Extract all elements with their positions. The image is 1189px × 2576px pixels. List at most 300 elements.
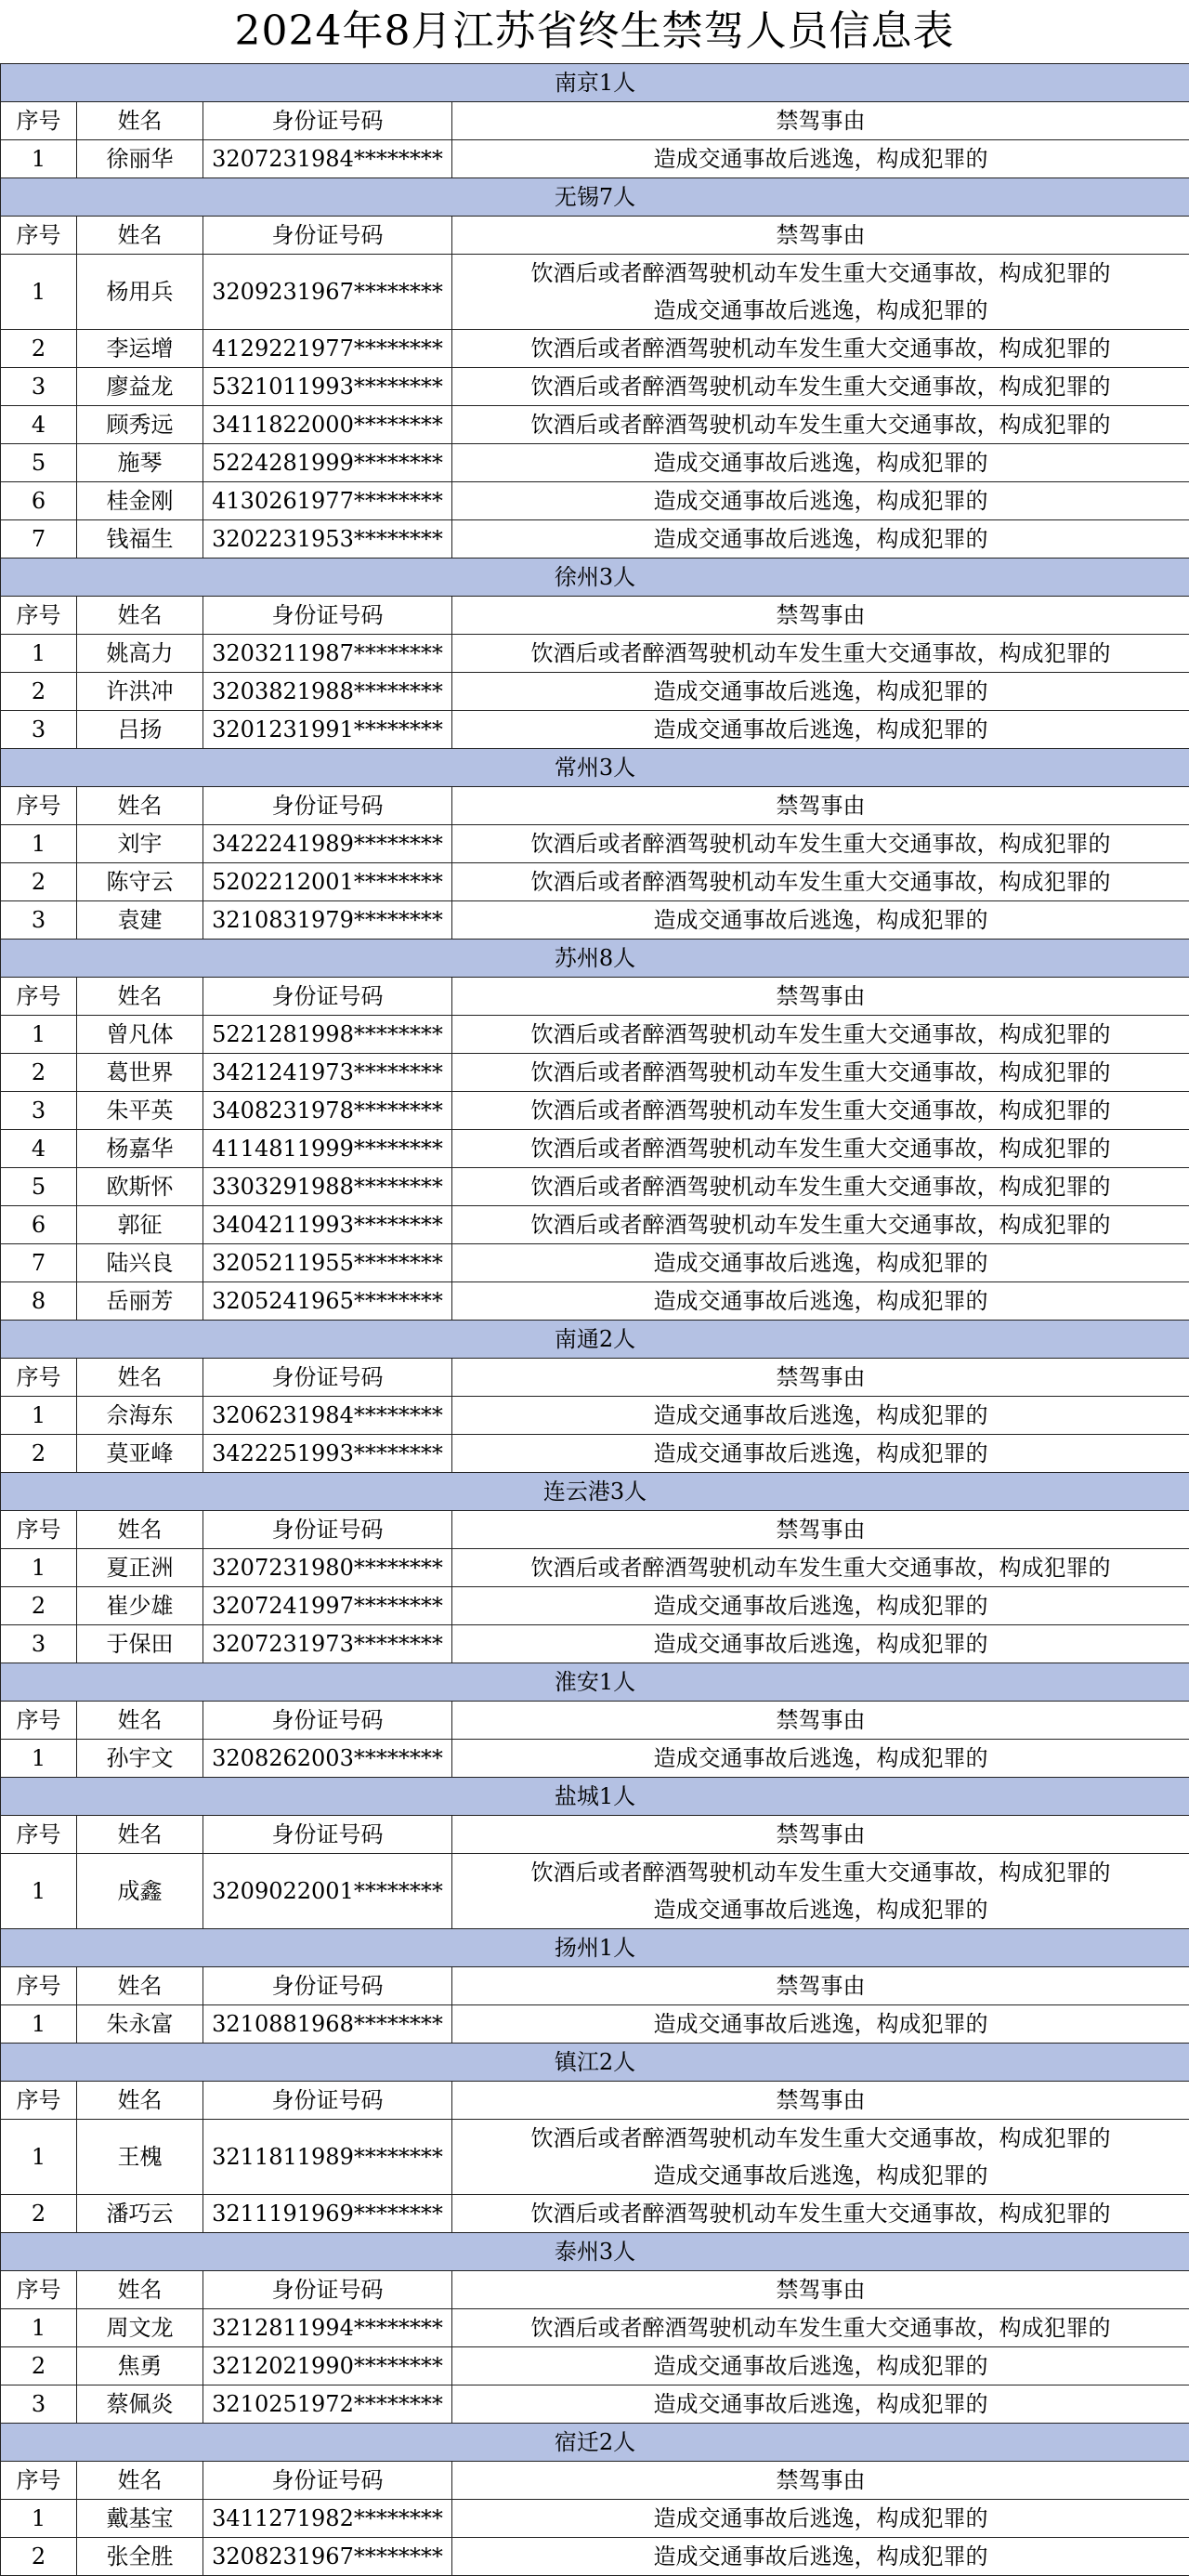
- header-no: 序号: [1, 2271, 77, 2309]
- table-row: [1, 2195, 1189, 2233]
- person-name: 钱福生: [77, 520, 203, 559]
- id-number: 5202212001********: [203, 863, 452, 901]
- ban-reason: [452, 1130, 1189, 1168]
- column-header-row: [1, 217, 1189, 255]
- ban-reason: [452, 673, 1189, 711]
- ban-reason-line: 造成交通事故后逃逸，构成犯罪的: [452, 520, 1189, 558]
- row-number: 7: [1, 1244, 77, 1282]
- row-number: 3: [1, 1625, 77, 1663]
- table-row: [1, 1016, 1189, 1054]
- ban-reason: [452, 1054, 1189, 1092]
- header-name: 姓名: [77, 102, 203, 140]
- id-number: 3203821988********: [203, 673, 452, 711]
- header-name: 姓名: [77, 978, 203, 1016]
- header-id: 身份证号码: [203, 1967, 452, 2005]
- ban-reason-line: 饮酒后或者醉酒驾驶机动车发生重大交通事故，构成犯罪的: [452, 2309, 1189, 2346]
- ban-reason: [452, 1016, 1189, 1054]
- person-name: 杨用兵: [77, 255, 203, 330]
- header-reason: 禁驾事由: [452, 2082, 1189, 2120]
- id-number: 3209022001********: [203, 1854, 452, 1929]
- ban-reason: [452, 368, 1189, 406]
- row-number: 1: [1, 255, 77, 330]
- id-number: 3202231953********: [203, 520, 452, 559]
- column-header-row: [1, 2462, 1189, 2500]
- row-number: 3: [1, 1092, 77, 1130]
- table-row: [1, 1740, 1189, 1778]
- table-row: [1, 482, 1189, 520]
- header-no: 序号: [1, 217, 77, 255]
- table-body: [1, 64, 1189, 2576]
- row-number: 1: [1, 2005, 77, 2044]
- ban-reason-line: 饮酒后或者醉酒驾驶机动车发生重大交通事故，构成犯罪的: [452, 1016, 1189, 1053]
- row-number: 2: [1, 2538, 77, 2576]
- city-header: 淮安1人: [1, 1663, 1189, 1702]
- id-number: 3206231984********: [203, 1397, 452, 1435]
- page-title: 2024年8月江苏省终生禁驾人员信息表: [0, 0, 1189, 63]
- table-row: [1, 444, 1189, 482]
- person-name: 佘海东: [77, 1397, 203, 1435]
- header-no: 序号: [1, 1967, 77, 2005]
- person-name: 曾凡体: [77, 1016, 203, 1054]
- ban-reason: [452, 1397, 1189, 1435]
- ban-reason: [452, 825, 1189, 863]
- ban-reason-line: 饮酒后或者醉酒驾驶机动车发生重大交通事故，构成犯罪的: [452, 368, 1189, 405]
- person-name: 戴基宝: [77, 2500, 203, 2538]
- ban-reason-line: 饮酒后或者醉酒驾驶机动车发生重大交通事故，构成犯罪的: [452, 1206, 1189, 1243]
- table-row: [1, 1549, 1189, 1587]
- row-number: 2: [1, 330, 77, 368]
- person-name: 顾秀远: [77, 406, 203, 444]
- person-name: 袁建: [77, 901, 203, 940]
- table-row: [1, 255, 1189, 330]
- ban-reason: [452, 2538, 1189, 2576]
- ban-reason-line: 造成交通事故后逃逸，构成犯罪的: [452, 1587, 1189, 1624]
- header-no: 序号: [1, 597, 77, 635]
- id-number: 3411271982********: [203, 2500, 452, 2538]
- header-id: 身份证号码: [203, 1511, 452, 1549]
- id-number: 3404211993********: [203, 1206, 452, 1244]
- city-header-row: [1, 940, 1189, 978]
- ban-reason-line: 造成交通事故后逃逸，构成犯罪的: [452, 673, 1189, 710]
- row-number: 1: [1, 1549, 77, 1587]
- header-no: 序号: [1, 1359, 77, 1397]
- id-number: 3303291988********: [203, 1168, 452, 1206]
- row-number: 1: [1, 2120, 77, 2195]
- ban-reason-line: 造成交通事故后逃逸，构成犯罪的: [452, 1397, 1189, 1434]
- id-number: 3201231991********: [203, 711, 452, 749]
- person-name: 蔡佩炎: [77, 2385, 203, 2424]
- header-reason: 禁驾事由: [452, 1816, 1189, 1854]
- ban-reason-line: 饮酒后或者醉酒驾驶机动车发生重大交通事故，构成犯罪的: [452, 1854, 1189, 1891]
- column-header-row: [1, 1967, 1189, 2005]
- header-no: 序号: [1, 102, 77, 140]
- row-number: 6: [1, 1206, 77, 1244]
- ban-reason-line: 饮酒后或者醉酒驾驶机动车发生重大交通事故，构成犯罪的: [452, 1130, 1189, 1167]
- person-name: 桂金刚: [77, 482, 203, 520]
- table-row: [1, 635, 1189, 673]
- person-name: 欧斯怀: [77, 1168, 203, 1206]
- id-number: 3408231978********: [203, 1092, 452, 1130]
- table-row: [1, 1587, 1189, 1625]
- id-number: 5224281999********: [203, 444, 452, 482]
- id-number: 3211811989********: [203, 2120, 452, 2195]
- ban-reason-line: 饮酒后或者醉酒驾驶机动车发生重大交通事故，构成犯罪的: [452, 406, 1189, 443]
- ban-reason: [452, 406, 1189, 444]
- column-header-row: [1, 102, 1189, 140]
- ban-reason-line: 饮酒后或者醉酒驾驶机动车发生重大交通事故，构成犯罪的: [452, 825, 1189, 862]
- person-name: 朱平英: [77, 1092, 203, 1130]
- id-number: 3210831979********: [203, 901, 452, 940]
- id-number: 3208231967********: [203, 2538, 452, 2576]
- ban-reason-line: 饮酒后或者醉酒驾驶机动车发生重大交通事故，构成犯罪的: [452, 1168, 1189, 1205]
- header-name: 姓名: [77, 1702, 203, 1740]
- city-header: 南京1人: [1, 64, 1189, 102]
- person-name: 徐丽华: [77, 140, 203, 178]
- ban-reason: [452, 635, 1189, 673]
- city-header: 扬州1人: [1, 1929, 1189, 1967]
- column-header-row: [1, 1359, 1189, 1397]
- row-number: 3: [1, 901, 77, 940]
- table-row: [1, 330, 1189, 368]
- header-name: 姓名: [77, 2462, 203, 2500]
- column-header-row: [1, 978, 1189, 1016]
- ban-reason-line: 造成交通事故后逃逸，构成犯罪的: [452, 444, 1189, 481]
- header-reason: 禁驾事由: [452, 2462, 1189, 2500]
- id-number: 3212811994********: [203, 2309, 452, 2347]
- header-reason: 禁驾事由: [452, 1359, 1189, 1397]
- id-number: 3205211955********: [203, 1244, 452, 1282]
- header-reason: 禁驾事由: [452, 597, 1189, 635]
- person-name: 吕扬: [77, 711, 203, 749]
- row-number: 2: [1, 1054, 77, 1092]
- row-number: 2: [1, 1587, 77, 1625]
- id-number: 5321011993********: [203, 368, 452, 406]
- table-row: [1, 2500, 1189, 2538]
- header-id: 身份证号码: [203, 978, 452, 1016]
- column-header-row: [1, 597, 1189, 635]
- column-header-row: [1, 2271, 1189, 2309]
- city-header-row: [1, 64, 1189, 102]
- header-id: 身份证号码: [203, 1702, 452, 1740]
- column-header-row: [1, 787, 1189, 825]
- ban-reason: [452, 255, 1189, 330]
- ban-reason-line: 造成交通事故后逃逸，构成犯罪的: [452, 2500, 1189, 2537]
- ban-reason: [452, 1282, 1189, 1321]
- city-header: 盐城1人: [1, 1778, 1189, 1816]
- city-header-row: [1, 749, 1189, 787]
- ban-reason: [452, 863, 1189, 901]
- header-id: 身份证号码: [203, 2462, 452, 2500]
- ban-reason: [452, 1206, 1189, 1244]
- header-reason: 禁驾事由: [452, 1511, 1189, 1549]
- ban-reason-line: 饮酒后或者醉酒驾驶机动车发生重大交通事故，构成犯罪的: [452, 330, 1189, 367]
- person-name: 周文龙: [77, 2309, 203, 2347]
- column-header-row: [1, 2082, 1189, 2120]
- row-number: 4: [1, 1130, 77, 1168]
- ban-reason: [452, 2347, 1189, 2385]
- id-number: 4130261977********: [203, 482, 452, 520]
- person-name: 许洪冲: [77, 673, 203, 711]
- table-row: [1, 140, 1189, 178]
- city-header-row: [1, 2424, 1189, 2462]
- person-name: 刘宇: [77, 825, 203, 863]
- id-number: 3203211987********: [203, 635, 452, 673]
- table-row: [1, 1854, 1189, 1929]
- ban-reason-line: 造成交通事故后逃逸，构成犯罪的: [452, 292, 1189, 329]
- row-number: 2: [1, 2347, 77, 2385]
- city-header: 无锡7人: [1, 178, 1189, 217]
- city-header: 南通2人: [1, 1321, 1189, 1359]
- ban-reason-line: 造成交通事故后逃逸，构成犯罪的: [452, 1625, 1189, 1663]
- id-number: 4129221977********: [203, 330, 452, 368]
- person-name: 张全胜: [77, 2538, 203, 2576]
- table-row: [1, 863, 1189, 901]
- header-no: 序号: [1, 978, 77, 1016]
- table-row: [1, 1092, 1189, 1130]
- row-number: 4: [1, 406, 77, 444]
- person-name: 焦勇: [77, 2347, 203, 2385]
- table-row: [1, 2309, 1189, 2347]
- table-row: [1, 406, 1189, 444]
- ban-reason: [452, 1854, 1189, 1929]
- header-id: 身份证号码: [203, 1359, 452, 1397]
- ban-reason-line: 造成交通事故后逃逸，构成犯罪的: [452, 1435, 1189, 1472]
- ban-reason: [452, 1244, 1189, 1282]
- ban-reason: [452, 711, 1189, 749]
- ban-reason: [452, 482, 1189, 520]
- person-name: 潘巧云: [77, 2195, 203, 2233]
- ban-reason: [452, 1587, 1189, 1625]
- city-header-row: [1, 1778, 1189, 1816]
- person-name: 岳丽芳: [77, 1282, 203, 1321]
- id-number: 3211191969********: [203, 2195, 452, 2233]
- header-no: 序号: [1, 787, 77, 825]
- person-name: 王槐: [77, 2120, 203, 2195]
- row-number: 1: [1, 825, 77, 863]
- header-reason: 禁驾事由: [452, 978, 1189, 1016]
- header-no: 序号: [1, 2082, 77, 2120]
- table-row: [1, 2538, 1189, 2576]
- table-row: [1, 1244, 1189, 1282]
- header-id: 身份证号码: [203, 597, 452, 635]
- table-row: [1, 520, 1189, 559]
- person-name: 朱永富: [77, 2005, 203, 2044]
- table-row: [1, 825, 1189, 863]
- ban-reason: [452, 330, 1189, 368]
- row-number: 3: [1, 368, 77, 406]
- header-reason: 禁驾事由: [452, 1967, 1189, 2005]
- table-row: [1, 1397, 1189, 1435]
- table-row: [1, 1168, 1189, 1206]
- row-number: 7: [1, 520, 77, 559]
- person-name: 成鑫: [77, 1854, 203, 1929]
- header-reason: 禁驾事由: [452, 217, 1189, 255]
- ban-reason-line: 饮酒后或者醉酒驾驶机动车发生重大交通事故，构成犯罪的: [452, 863, 1189, 900]
- ban-reason: [452, 2120, 1189, 2195]
- header-id: 身份证号码: [203, 787, 452, 825]
- city-header: 连云港3人: [1, 1473, 1189, 1511]
- row-number: 2: [1, 863, 77, 901]
- ban-reason-line: 造成交通事故后逃逸，构成犯罪的: [452, 1740, 1189, 1777]
- header-name: 姓名: [77, 217, 203, 255]
- ban-reason: [452, 2005, 1189, 2044]
- city-header-row: [1, 2233, 1189, 2271]
- city-header-row: [1, 559, 1189, 597]
- table-row: [1, 1206, 1189, 1244]
- city-header: 常州3人: [1, 749, 1189, 787]
- table-row: [1, 901, 1189, 940]
- id-number: 3207231980********: [203, 1549, 452, 1587]
- ban-reason-line: 造成交通事故后逃逸，构成犯罪的: [452, 711, 1189, 748]
- column-header-row: [1, 1816, 1189, 1854]
- person-name: 施琴: [77, 444, 203, 482]
- person-name: 廖益龙: [77, 368, 203, 406]
- ban-reason-line: 造成交通事故后逃逸，构成犯罪的: [452, 901, 1189, 939]
- table-row: [1, 1130, 1189, 1168]
- header-name: 姓名: [77, 2271, 203, 2309]
- ban-reason: [452, 1168, 1189, 1206]
- id-number: 3212021990********: [203, 2347, 452, 2385]
- city-header: 宿迁2人: [1, 2424, 1189, 2462]
- ban-reason: [452, 2195, 1189, 2233]
- header-name: 姓名: [77, 1967, 203, 2005]
- table-row: [1, 2385, 1189, 2424]
- driving-ban-table: [0, 63, 1189, 2576]
- city-header-row: [1, 178, 1189, 217]
- row-number: 1: [1, 1854, 77, 1929]
- header-id: 身份证号码: [203, 1816, 452, 1854]
- ban-reason-line: 饮酒后或者醉酒驾驶机动车发生重大交通事故，构成犯罪的: [452, 1054, 1189, 1091]
- row-number: 3: [1, 2385, 77, 2424]
- header-name: 姓名: [77, 787, 203, 825]
- city-header: 徐州3人: [1, 559, 1189, 597]
- row-number: 6: [1, 482, 77, 520]
- ban-reason-line: 造成交通事故后逃逸，构成犯罪的: [452, 2347, 1189, 2385]
- city-header-row: [1, 1321, 1189, 1359]
- id-number: 3422251993********: [203, 1435, 452, 1473]
- city-header-row: [1, 2044, 1189, 2082]
- table-row: [1, 2347, 1189, 2385]
- ban-reason: [452, 2309, 1189, 2347]
- id-number: 3210251972********: [203, 2385, 452, 2424]
- id-number: 3207231984********: [203, 140, 452, 178]
- row-number: 1: [1, 140, 77, 178]
- ban-reason-line: 饮酒后或者醉酒驾驶机动车发生重大交通事故，构成犯罪的: [452, 1549, 1189, 1586]
- table-row: [1, 1054, 1189, 1092]
- row-number: 5: [1, 444, 77, 482]
- ban-reason-line: 饮酒后或者醉酒驾驶机动车发生重大交通事故，构成犯罪的: [452, 2120, 1189, 2157]
- table-row: [1, 711, 1189, 749]
- id-number: 3421241973********: [203, 1054, 452, 1092]
- table-row: [1, 1435, 1189, 1473]
- person-name: 孙宇文: [77, 1740, 203, 1778]
- table-row: [1, 368, 1189, 406]
- id-number: 3207241997********: [203, 1587, 452, 1625]
- table-row: [1, 1282, 1189, 1321]
- row-number: 1: [1, 1397, 77, 1435]
- row-number: 1: [1, 635, 77, 673]
- id-number: 3208262003********: [203, 1740, 452, 1778]
- header-no: 序号: [1, 1702, 77, 1740]
- header-id: 身份证号码: [203, 102, 452, 140]
- ban-reason-line: 饮酒后或者醉酒驾驶机动车发生重大交通事故，构成犯罪的: [452, 1092, 1189, 1129]
- row-number: 1: [1, 2500, 77, 2538]
- header-reason: 禁驾事由: [452, 102, 1189, 140]
- id-number: 3210881968********: [203, 2005, 452, 2044]
- header-reason: 禁驾事由: [452, 787, 1189, 825]
- header-name: 姓名: [77, 2082, 203, 2120]
- person-name: 崔少雄: [77, 1587, 203, 1625]
- ban-reason-line: 造成交通事故后逃逸，构成犯罪的: [452, 2005, 1189, 2043]
- ban-reason-line: 造成交通事故后逃逸，构成犯罪的: [452, 2157, 1189, 2194]
- header-reason: 禁驾事由: [452, 2271, 1189, 2309]
- id-number: 3411822000********: [203, 406, 452, 444]
- person-name: 葛世界: [77, 1054, 203, 1092]
- city-header-row: [1, 1473, 1189, 1511]
- header-no: 序号: [1, 2462, 77, 2500]
- ban-reason: [452, 2385, 1189, 2424]
- city-header-row: [1, 1663, 1189, 1702]
- row-number: 1: [1, 2309, 77, 2347]
- row-number: 2: [1, 673, 77, 711]
- ban-reason: [452, 520, 1189, 559]
- table-row: [1, 673, 1189, 711]
- person-name: 杨嘉华: [77, 1130, 203, 1168]
- city-header-row: [1, 1929, 1189, 1967]
- ban-reason-line: 造成交通事故后逃逸，构成犯罪的: [452, 482, 1189, 519]
- header-id: 身份证号码: [203, 2271, 452, 2309]
- header-reason: 禁驾事由: [452, 1702, 1189, 1740]
- ban-reason: [452, 1435, 1189, 1473]
- person-name: 郭征: [77, 1206, 203, 1244]
- header-id: 身份证号码: [203, 217, 452, 255]
- row-number: 8: [1, 1282, 77, 1321]
- person-name: 夏正洲: [77, 1549, 203, 1587]
- header-no: 序号: [1, 1511, 77, 1549]
- ban-reason-line: 饮酒后或者醉酒驾驶机动车发生重大交通事故，构成犯罪的: [452, 2195, 1189, 2232]
- city-header: 苏州8人: [1, 940, 1189, 978]
- ban-reason: [452, 901, 1189, 940]
- row-number: 1: [1, 1016, 77, 1054]
- header-name: 姓名: [77, 1359, 203, 1397]
- row-number: 1: [1, 1740, 77, 1778]
- ban-reason: [452, 1549, 1189, 1587]
- column-header-row: [1, 1702, 1189, 1740]
- ban-reason: [452, 2500, 1189, 2538]
- person-name: 陆兴良: [77, 1244, 203, 1282]
- ban-reason-line: 饮酒后或者醉酒驾驶机动车发生重大交通事故，构成犯罪的: [452, 635, 1189, 672]
- header-name: 姓名: [77, 597, 203, 635]
- id-number: 3422241989********: [203, 825, 452, 863]
- id-number: 5221281998********: [203, 1016, 452, 1054]
- ban-reason-line: 造成交通事故后逃逸，构成犯罪的: [452, 1891, 1189, 1928]
- row-number: 2: [1, 1435, 77, 1473]
- header-name: 姓名: [77, 1511, 203, 1549]
- row-number: 3: [1, 711, 77, 749]
- ban-reason: [452, 1740, 1189, 1778]
- ban-reason-line: 饮酒后或者醉酒驾驶机动车发生重大交通事故，构成犯罪的: [452, 255, 1189, 292]
- ban-reason-line: 造成交通事故后逃逸，构成犯罪的: [452, 140, 1189, 177]
- column-header-row: [1, 1511, 1189, 1549]
- id-number: 3205241965********: [203, 1282, 452, 1321]
- id-number: 3207231973********: [203, 1625, 452, 1663]
- ban-reason: [452, 1092, 1189, 1130]
- ban-reason-line: 造成交通事故后逃逸，构成犯罪的: [452, 1282, 1189, 1320]
- person-name: 陈守云: [77, 863, 203, 901]
- ban-reason-line: 造成交通事故后逃逸，构成犯罪的: [452, 2385, 1189, 2423]
- person-name: 姚高力: [77, 635, 203, 673]
- ban-reason: [452, 140, 1189, 178]
